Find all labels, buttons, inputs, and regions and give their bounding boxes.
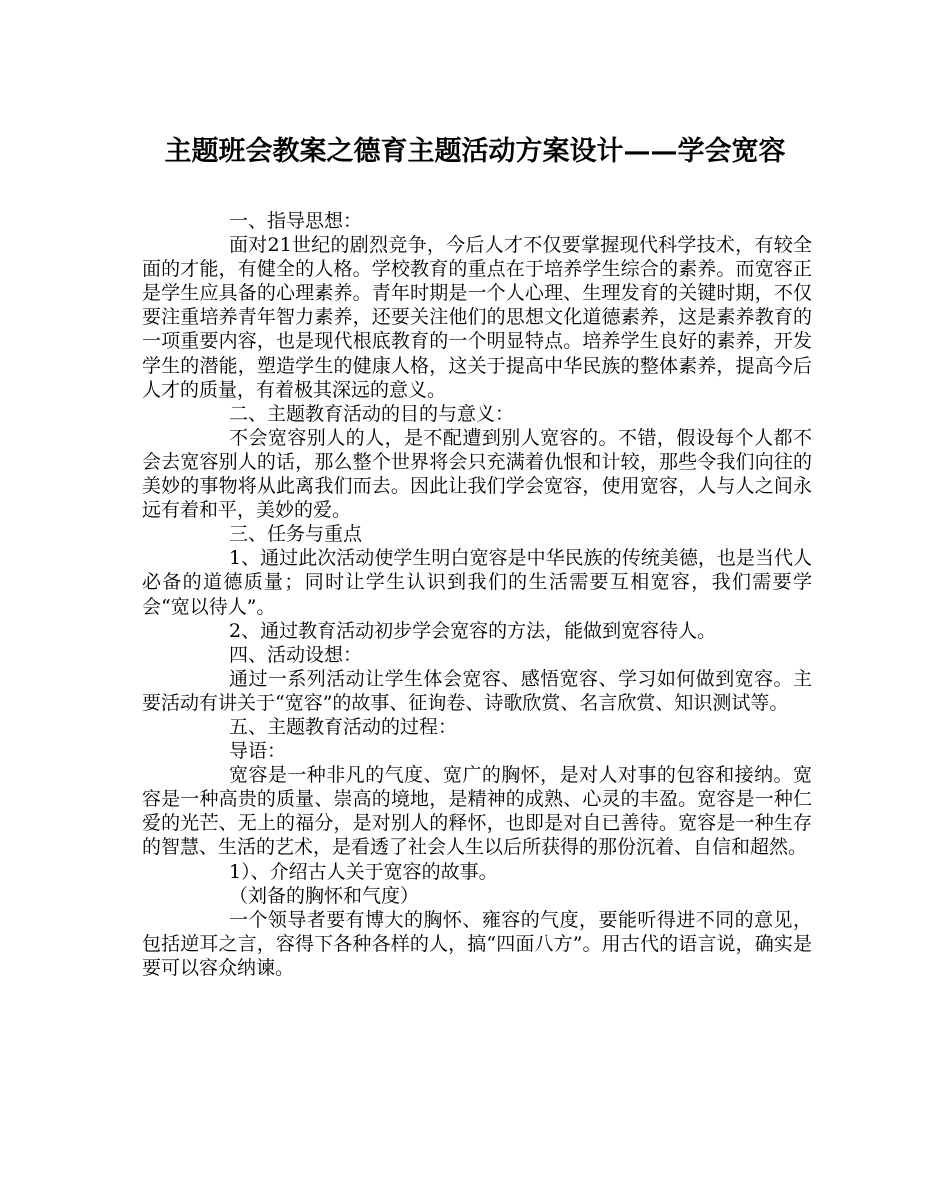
paragraph: 2、通过教育活动初步学会宽容的方法，能做到宽容待人。 bbox=[229, 619, 717, 642]
subheading-liu-bei: （刘备的胸怀和气度） bbox=[229, 884, 420, 907]
section-heading-tasks: 三、任务与重点 bbox=[229, 523, 363, 546]
paragraph: 通过一系列活动让学生体会宽容、感悟宽容、学习如何做到宽容。主要活动有讲关于“宽容”的故事、征询卷、诗歌欣赏、名言欣赏、知识测试等。 bbox=[142, 667, 812, 714]
section-heading-guiding-thought: 一、指导思想： bbox=[229, 210, 363, 232]
document-body bbox=[142, 209, 812, 980]
paragraph: 不会宽容别人的人，是不配遭到别人宽容的。不错，假设每个人都不会去宽容别人的话，那么整个世界将会只充满着仇恨和计较，那些令我们向往的美妙的事物将从此离我们而去。因此让我们学会宽容，使用宽容，人与人之间永远有着和平，美妙的爱。 bbox=[142, 426, 812, 522]
section-heading-purpose: 二、主题教育活动的目的与意义： bbox=[229, 402, 515, 425]
section-heading-activity-plan: 四、活动设想： bbox=[229, 643, 363, 666]
subheading-introduction: 导语： bbox=[229, 740, 287, 763]
paragraph: 1、通过此次活动使学生明白宽容是中华民族的传统美德，也是当代人必备的道德质量；同时让学生认识到我们的生活需要互相宽容，我们需要学会“宽以待人”。 bbox=[142, 547, 812, 618]
paragraph: 面对21世纪的剧烈竞争，今后人才不仅要掌握现代科学技术，有较全面的才能，有健全的人格。学校教育的重点在于培养学生综合的素养。而宽容正是学生应具备的心理素养。青年时期是一个人心理、生理发育的关键时期，不仅要注重培养青年智力素养，还要关注他们的思想文化道德素养，这是素养教育的一项重要内容，也是现代根底教育的一个明显特点。培养学生良好的素养，开发学生的潜能，塑造学生的健康人格，这关于提高中华民族的整体素养，提高今后人才的质量，有着极其深远的意义。 bbox=[142, 234, 812, 401]
paragraph: 宽容是一种非凡的气度、宽广的胸怀，是对人对事的包容和接纳。宽容是一种高贵的质量、崇高的境地，是精神的成熟、心灵的丰盈。宽容是一种仁爱的光芒、无上的福分，是对别人的释怀，也即是对自已善待。宽容是一种生存的智慧、生活的艺术，是看透了社会人生以后所获得的那份沉着、自信和超然。 bbox=[142, 764, 812, 859]
document-title: 主题班会教案之德育主题活动方案设计——学会宽容 bbox=[164, 136, 786, 167]
section-heading-process: 五、主题教育活动的过程： bbox=[229, 715, 458, 738]
subheading-stories: 1）、介绍古人关于宽容的故事。 bbox=[229, 860, 498, 883]
paragraph: 一个领导者要有博大的胸怀、雍容的气度，要能听得进不同的意见，包括逆耳之言，容得下各种各样的人，搞“四面八方”。用古代的语言说，确实是要可以容众纳谏。 bbox=[142, 908, 812, 979]
